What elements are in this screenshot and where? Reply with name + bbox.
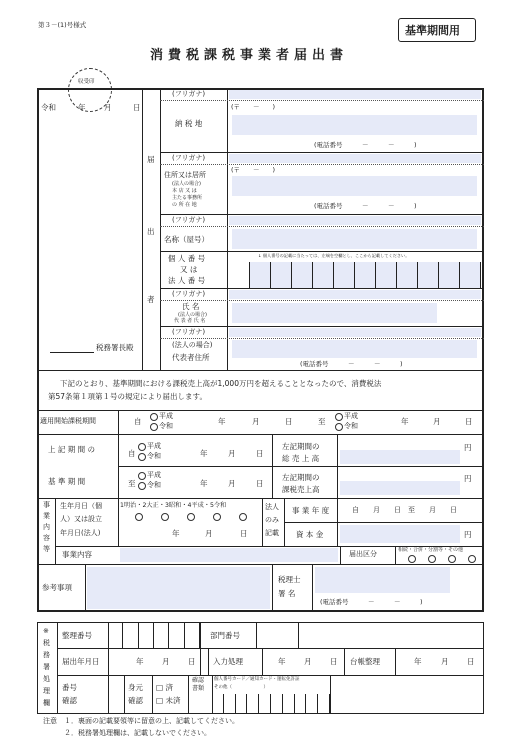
kijun-from-reiwa-radio[interactable] — [138, 453, 146, 461]
number-cell[interactable] — [247, 694, 259, 714]
radio[interactable] — [187, 513, 195, 521]
period-from: 自 — [134, 417, 142, 426]
office-suffix: 税務署長殿 — [96, 343, 134, 352]
number-cell[interactable] — [295, 694, 307, 714]
kijun-from-heisei: 平成 — [147, 442, 161, 450]
date-day: 日 — [133, 103, 141, 112]
nyuryoku-day: 日 — [330, 657, 338, 666]
todoke-year: 年 — [136, 657, 144, 666]
badge-label: 基準期間用 — [405, 24, 460, 37]
number-cell[interactable] — [185, 622, 200, 648]
note-2: ２．税務署処理欄は、記載しないでください。 — [43, 729, 211, 737]
sonota-label: その他（ ） — [214, 685, 268, 690]
kojin-number-cells[interactable] — [229, 262, 481, 288]
period-to-reiwa-radio[interactable] — [335, 423, 343, 431]
radio[interactable] — [213, 513, 221, 521]
nyuryoku-label: 入力処理 — [213, 657, 243, 666]
date-month: 月 — [104, 103, 112, 112]
number-cell[interactable] — [154, 622, 169, 648]
sales1-label-b: 総 売 上 高 — [282, 454, 320, 463]
kijun-from: 自 — [128, 449, 136, 458]
kijun-to-heisei: 平成 — [147, 471, 161, 479]
kijun-from-heisei-radio[interactable] — [138, 443, 146, 451]
phone-5: (電話番号 － － ) — [300, 360, 403, 368]
period-label: 適用開始課税期間 — [40, 417, 96, 425]
period-from-heisei-radio[interactable] — [150, 413, 158, 421]
shimei-sub-2: 代 表 者 氏 名 — [174, 318, 206, 324]
kubun-options: 相続・合併・分割等・その他 — [398, 547, 464, 553]
number-cell[interactable] — [229, 262, 250, 288]
period-from-reiwa: 令和 — [159, 422, 173, 430]
fiscal-label: 事 業 年 度 — [292, 506, 330, 515]
daicho-label: 台帳整理 — [350, 657, 380, 666]
number-cell[interactable] — [318, 694, 330, 714]
capital-label: 資 本 金 — [296, 530, 324, 539]
side-char: 署 — [43, 663, 50, 671]
number-cell[interactable] — [236, 694, 248, 714]
number-cell[interactable] — [460, 262, 481, 288]
side-char-3: 者 — [147, 295, 155, 304]
side-char-2: 出 — [147, 227, 155, 236]
page-title: 消費税課税事業者届出書 — [150, 48, 349, 63]
number-cell[interactable] — [292, 262, 313, 288]
kijun-from-reiwa: 令和 — [147, 452, 161, 460]
card-label: 個人番号カード／通知カード・運転免許証 — [214, 677, 300, 682]
number-cell[interactable] — [108, 622, 123, 648]
number-cell[interactable] — [334, 262, 355, 288]
stamp-label: 収受印 — [78, 79, 95, 85]
sales2-label-b: 課税売上高 — [282, 485, 320, 494]
kakunin-number-cells — [212, 694, 330, 714]
number-cell[interactable] — [123, 622, 138, 648]
radio[interactable] — [135, 513, 143, 521]
birth-day: 日 — [240, 529, 248, 538]
rep-label-1: (法人の場合) — [172, 341, 213, 349]
side-char: ※ — [43, 627, 49, 635]
number-cell[interactable] — [212, 694, 224, 714]
date-year: 年 — [78, 103, 86, 112]
jusho-sub-4: の 所 在 地 — [172, 202, 197, 208]
bumon-label: 部門番号 — [210, 631, 240, 640]
period-to-heisei: 平成 — [344, 412, 358, 420]
radio[interactable] — [408, 555, 416, 563]
phone-1: (電話番号 － － ) — [314, 141, 417, 149]
period-from-year: 年 — [218, 417, 226, 426]
naiyou-label: 事業内容 — [62, 550, 92, 559]
daicho-year: 年 — [414, 657, 422, 666]
side-char: 税 — [43, 639, 50, 647]
shimei-label: 氏 名 — [182, 302, 200, 311]
side-char: 業 — [43, 512, 50, 520]
number-cell[interactable] — [224, 694, 236, 714]
houjin-3: 記載 — [265, 529, 279, 537]
period-to-month: 月 — [433, 417, 441, 426]
kijun-from-year: 年 — [200, 449, 208, 458]
period-from-heisei: 平成 — [159, 412, 173, 420]
mimoto-label-2: 確認 — [128, 696, 143, 705]
bango-label-1: 番号 — [62, 683, 77, 692]
furigana-5: (フリガナ) — [172, 328, 206, 336]
postal-1: (〒 － ) — [231, 103, 276, 111]
sumi-checkbox[interactable]: □ 済 — [156, 683, 173, 692]
side-char: 処 — [43, 675, 50, 683]
daicho-day: 日 — [467, 657, 475, 666]
kakunin-label-2: 書類 — [192, 685, 205, 692]
form-number: 第３－(1)号様式 — [38, 21, 87, 29]
todoke-month: 月 — [162, 657, 170, 666]
misumi-checkbox[interactable]: □ 未済 — [156, 696, 181, 705]
number-cell[interactable] — [313, 262, 334, 288]
period-from-month: 月 — [252, 417, 260, 426]
zeirishi-label-1: 税理士 — [278, 575, 301, 584]
number-cell[interactable] — [271, 694, 283, 714]
number-cell[interactable] — [271, 262, 292, 288]
zeirishi-phone: (電話番号 － － ) — [320, 598, 423, 606]
meisho-label: 名称（屋号） — [164, 235, 209, 244]
kijun-label-1: 上 記 期 間 の — [48, 445, 96, 454]
radio[interactable] — [468, 555, 476, 563]
kijun-from-month: 月 — [228, 449, 236, 458]
kijun-to-month: 月 — [228, 479, 236, 488]
birth-month: 月 — [205, 529, 213, 538]
jusho-sub-1: (法人の場合) — [172, 181, 201, 187]
kakunin-label-1: 確認 — [192, 677, 205, 684]
kijun-to-reiwa-radio[interactable] — [138, 482, 146, 490]
period-to-day: 日 — [465, 417, 473, 426]
kijun-to: 至 — [128, 479, 136, 488]
number-cell[interactable] — [439, 262, 460, 288]
side-char: 容 — [43, 534, 50, 542]
kubun-label: 届出区分 — [349, 550, 377, 558]
era-options: 1明治・2大正・3昭和・4平成・5令和 — [120, 502, 227, 509]
period-from-reiwa-radio[interactable] — [150, 423, 158, 431]
jusho-label: 住所又は居所 — [164, 171, 206, 179]
mimoto-label-1: 身元 — [128, 683, 143, 692]
side-char: 事 — [43, 501, 50, 509]
number-cell[interactable] — [139, 622, 154, 648]
kijun-to-heisei-radio[interactable] — [138, 472, 146, 480]
fiscal-value: 自 月 日 至 月 日 — [352, 506, 457, 514]
radio[interactable] — [161, 513, 169, 521]
capital-yen: 円 — [464, 530, 472, 539]
radio[interactable] — [428, 555, 436, 563]
number-cell[interactable] — [376, 262, 397, 288]
furigana-2: (フリガナ) — [172, 154, 206, 162]
houjin-2: のみ — [265, 516, 279, 524]
jusho-sub-3: 主たる事務所 — [172, 195, 203, 201]
side-char: 務 — [43, 651, 50, 659]
kijun-from-day: 日 — [256, 449, 264, 458]
birth-label-1: 生年月日（個 — [60, 502, 102, 510]
side-char: 内 — [43, 523, 50, 531]
date-era: 令和 — [41, 103, 56, 112]
birth-year: 年 — [172, 529, 180, 538]
postal-2: (〒 － ) — [231, 166, 276, 174]
sales1-label-a: 左記期間の — [282, 442, 320, 451]
period-to-heisei-radio[interactable] — [335, 413, 343, 421]
phone-2: (電話番号 － － ) — [314, 202, 417, 210]
number-cell[interactable] — [259, 694, 271, 714]
office-number-cells — [108, 622, 200, 648]
todoke-day: 日 — [188, 657, 196, 666]
furigana-3: (フリガナ) — [172, 216, 206, 224]
shimei-sub-1: (法人の場合) — [178, 312, 207, 318]
number-cell[interactable] — [306, 694, 318, 714]
radio[interactable] — [239, 513, 247, 521]
kijun-to-day: 日 — [256, 479, 264, 488]
number-cell[interactable] — [418, 262, 439, 288]
radio[interactable] — [448, 555, 456, 563]
period-to-reiwa: 令和 — [344, 422, 358, 430]
kojin-label-1: 個 人 番 号 — [168, 254, 206, 263]
number-cell[interactable] — [397, 262, 418, 288]
rep-label-2: 代表者住所 — [172, 353, 210, 362]
bango-label-2: 確認 — [62, 696, 77, 705]
kijun-to-reiwa: 令和 — [147, 481, 161, 489]
side-char: 等 — [43, 545, 50, 553]
period-to: 至 — [318, 417, 326, 426]
number-cell[interactable] — [283, 694, 295, 714]
sales2-label-a: 左記期間の — [282, 473, 320, 482]
number-cell[interactable] — [169, 622, 184, 648]
jusho-sub-2: 本 店 又 は — [172, 188, 197, 194]
number-cell[interactable] — [355, 262, 376, 288]
todoke-label: 届出年月日 — [62, 657, 100, 666]
period-to-year: 年 — [401, 417, 409, 426]
kojin-label-3: 法 人 番 号 — [168, 276, 206, 285]
furigana-1: (フリガナ) — [172, 90, 206, 98]
kijun-to-year: 年 — [200, 479, 208, 488]
kijun-label-2: 基 準 期 間 — [48, 477, 86, 486]
zeirishi-label-2: 署 名 — [278, 589, 296, 598]
note-1: 注意 １．裏面の記載要領等に留意の上、記載してください。 — [43, 717, 239, 725]
nyuryoku-month: 月 — [304, 657, 312, 666]
sankou-label: 参考事項 — [42, 583, 72, 592]
seiri-label: 整理番号 — [62, 631, 92, 640]
side-char: 理 — [43, 687, 50, 695]
side-char: 欄 — [43, 699, 50, 707]
furigana-4: (フリガナ) — [172, 290, 206, 298]
sales1-yen: 円 — [464, 443, 472, 452]
statement-line-1: 下記のとおり、基準期間における課税売上高が1,000万円を超えることとなったので、消費税法 — [60, 379, 382, 388]
birth-label-2: 人）又は設立 — [60, 515, 102, 523]
nyuryoku-year: 年 — [278, 657, 286, 666]
period-from-day: 日 — [285, 417, 293, 426]
houjin-1: 法人 — [265, 503, 279, 511]
kojin-label-2: 又 は — [180, 265, 198, 274]
sales2-yen: 円 — [464, 474, 472, 483]
era-radios[interactable] — [126, 513, 256, 523]
side-char-1: 届 — [147, 155, 155, 164]
daicho-month: 月 — [441, 657, 449, 666]
kubun-radios[interactable] — [402, 555, 482, 564]
number-cell[interactable] — [250, 262, 271, 288]
birth-label-3: 年月日(法人) — [60, 529, 101, 537]
kojin-note: ↓ 個人番号の記載に当たっては、左端を空欄とし、ここから記載してください。 — [258, 253, 410, 258]
nouzeichi-label: 納 税 地 — [175, 119, 203, 128]
statement-line-2: 第57条第１項第１号の規定により届出します。 — [48, 392, 207, 401]
